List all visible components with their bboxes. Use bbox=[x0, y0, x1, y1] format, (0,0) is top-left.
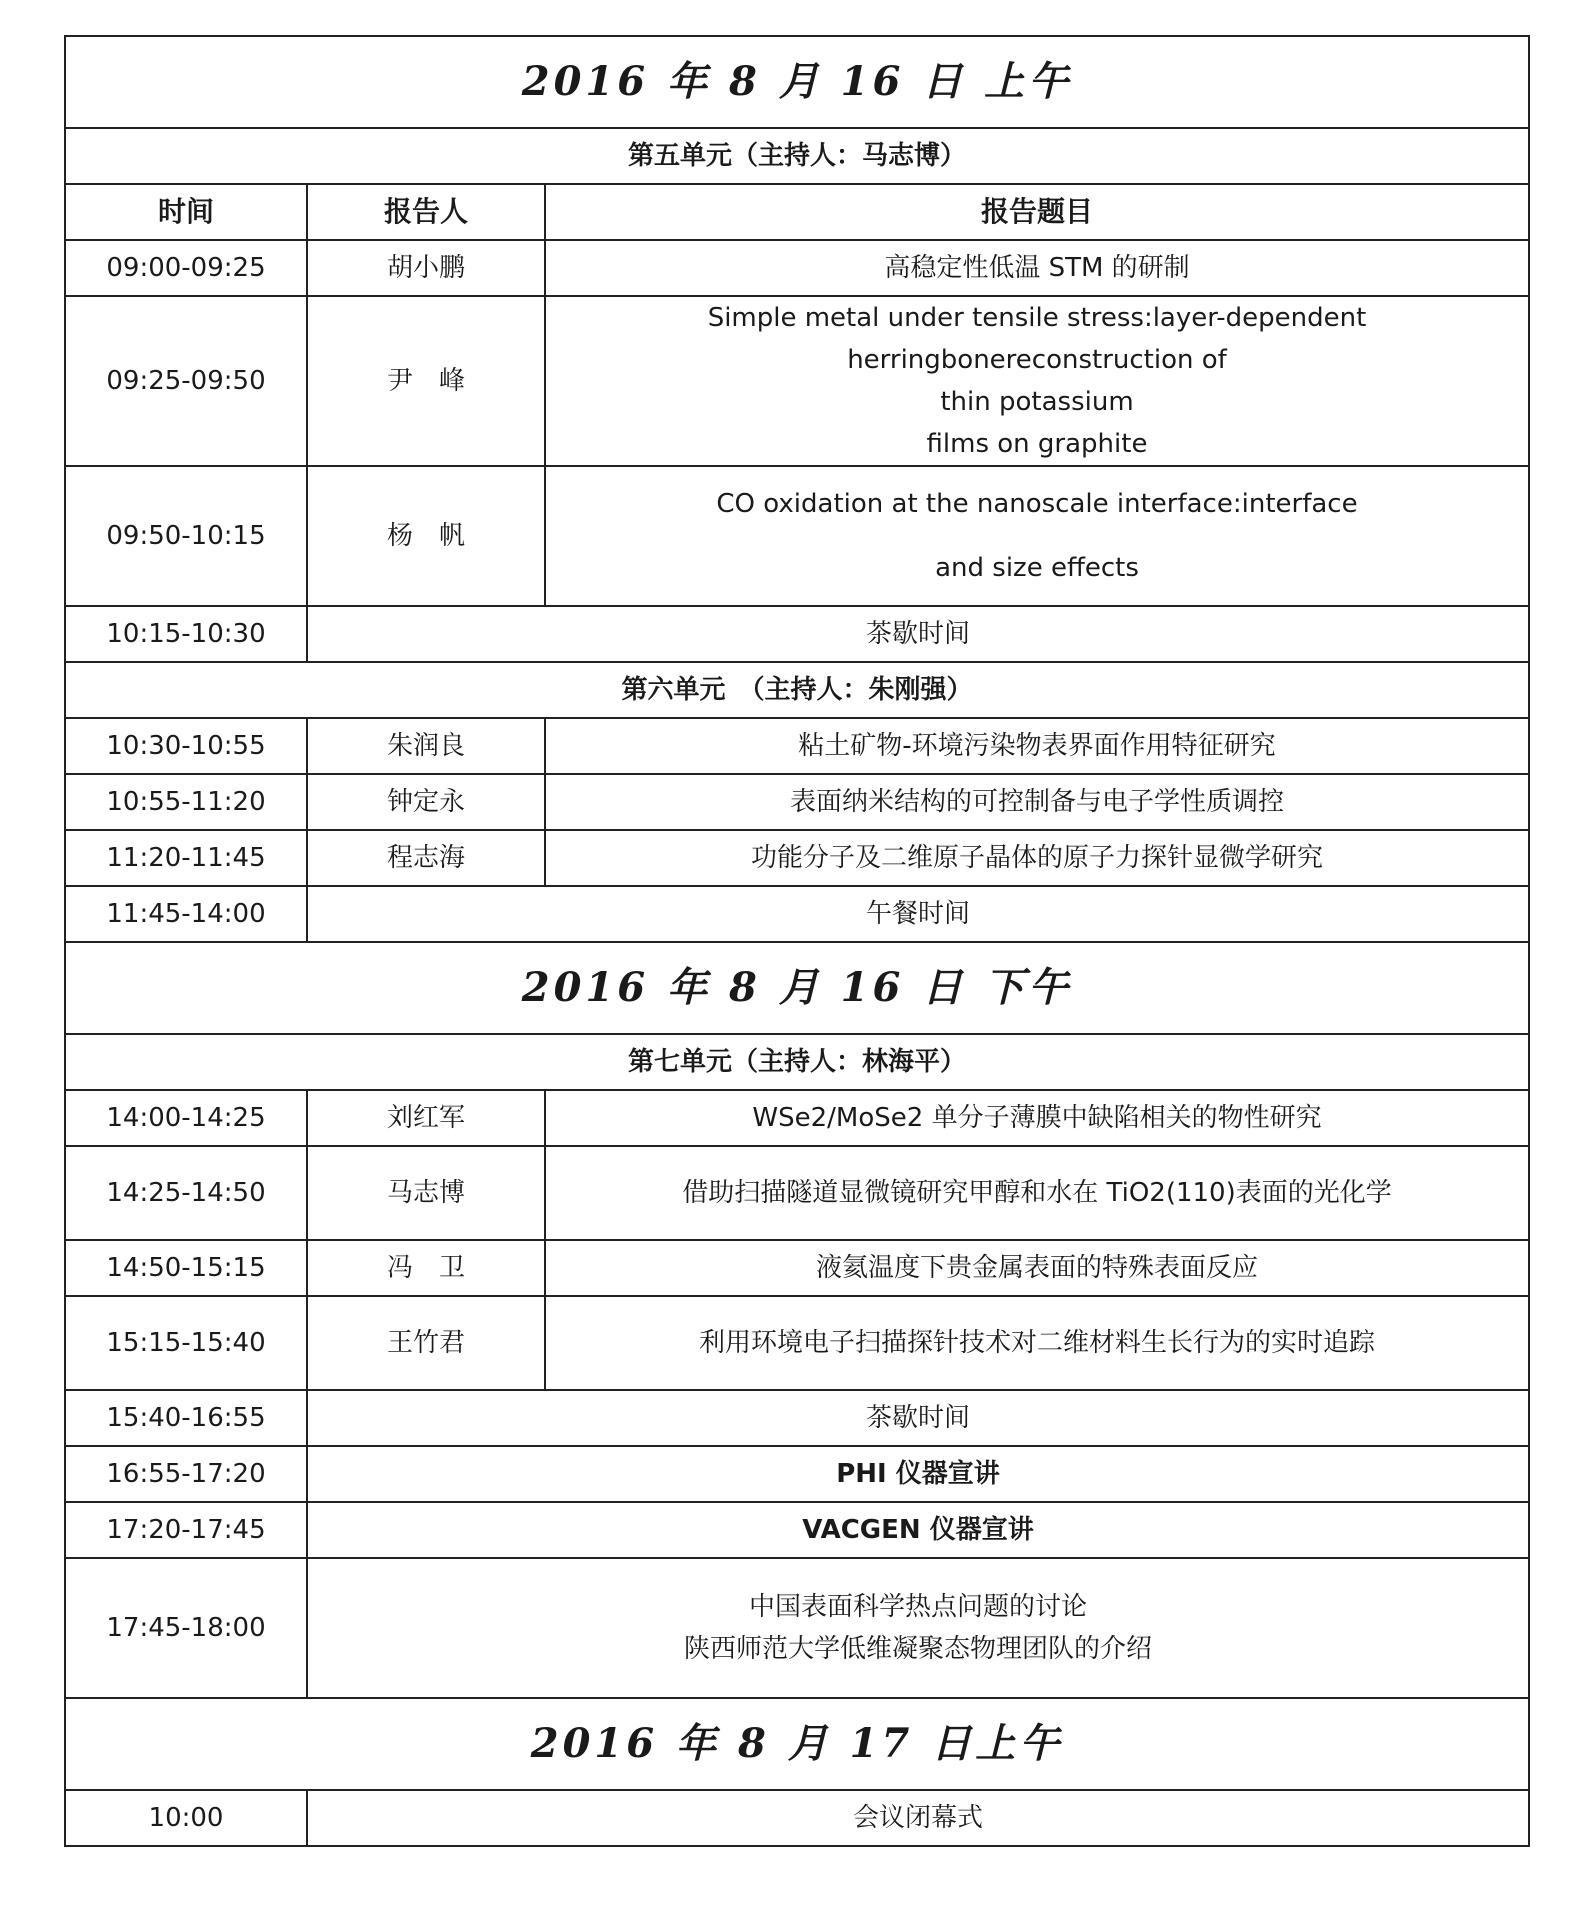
time-cell: 09:50-10:15 bbox=[65, 466, 307, 606]
time-cell: 14:25-14:50 bbox=[65, 1146, 307, 1240]
table-row bbox=[65, 296, 1529, 466]
table-row bbox=[65, 774, 1529, 830]
break-label: 茶歇时间 bbox=[307, 606, 1529, 662]
title-line: films on graphite bbox=[926, 429, 1148, 459]
speaker-cell: 钟定永 bbox=[307, 774, 545, 830]
table-row bbox=[65, 1090, 1529, 1146]
time-cell: 10:15-10:30 bbox=[65, 606, 307, 662]
time-cell: 16:55-17:20 bbox=[65, 1446, 307, 1502]
vendor-talk-label: PHI 仪器宣讲 bbox=[307, 1446, 1529, 1502]
title-cell bbox=[545, 296, 1529, 466]
speaker-cell: 王竹君 bbox=[307, 1296, 545, 1390]
discussion-line: 陕西师范大学低维凝聚态物理团队的介绍 bbox=[683, 1634, 1152, 1664]
title-line: CO oxidation at the nanoscale interface:interface bbox=[716, 489, 1358, 519]
day-heading: 2016 年 8 月 16 日 上午 bbox=[65, 36, 1529, 128]
title-line: Simple metal under tensile stress:layer-dependent herringbonereconstruction of bbox=[707, 303, 1367, 375]
speaker-cell: 冯 卫 bbox=[307, 1240, 545, 1296]
table-row bbox=[65, 1240, 1529, 1296]
time-cell: 09:25-09:50 bbox=[65, 296, 307, 466]
time-cell: 17:45-18:00 bbox=[65, 1558, 307, 1698]
break-label: 茶歇时间 bbox=[307, 1390, 1529, 1446]
title-cell: 液氦温度下贵金属表面的特殊表面反应 bbox=[545, 1240, 1529, 1296]
lunch-label: 午餐时间 bbox=[307, 886, 1529, 942]
table-row bbox=[65, 1296, 1529, 1390]
speaker-cell: 胡小鹏 bbox=[307, 240, 545, 296]
discussion-line: 中国表面科学热点问题的讨论 bbox=[748, 1592, 1087, 1622]
speaker-cell: 杨 帆 bbox=[307, 466, 545, 606]
schedule-table bbox=[64, 35, 1530, 1847]
discussion-cell bbox=[307, 1558, 1529, 1698]
speaker-cell: 程志海 bbox=[307, 830, 545, 886]
break-row bbox=[65, 1390, 1529, 1446]
title-line: and size effects bbox=[935, 553, 1139, 583]
discussion-row bbox=[65, 1558, 1529, 1698]
table-row bbox=[65, 240, 1529, 296]
time-cell: 14:00-14:25 bbox=[65, 1090, 307, 1146]
table-row bbox=[65, 718, 1529, 774]
title-cell: 利用环境电子扫描探针技术对二维材料生长行为的实时追踪 bbox=[545, 1296, 1529, 1390]
closing-row bbox=[65, 1790, 1529, 1846]
column-headers bbox=[65, 184, 1529, 240]
unit-heading: 第六单元 （主持人：朱刚强） bbox=[65, 662, 1529, 718]
table-row bbox=[65, 1146, 1529, 1240]
time-cell: 11:20-11:45 bbox=[65, 830, 307, 886]
vendor-row bbox=[65, 1502, 1529, 1558]
time-cell: 09:00-09:25 bbox=[65, 240, 307, 296]
speaker-cell: 刘红军 bbox=[307, 1090, 545, 1146]
day-heading: 2016 年 8 月 17 日上午 bbox=[65, 1698, 1529, 1790]
header-title: 报告题目 bbox=[545, 184, 1529, 240]
time-cell: 10:30-10:55 bbox=[65, 718, 307, 774]
table-row bbox=[65, 466, 1529, 606]
speaker-cell: 朱润良 bbox=[307, 718, 545, 774]
header-time: 时间 bbox=[65, 184, 307, 240]
title-cell: 借助扫描隧道显微镜研究甲醇和水在 TiO2(110)表面的光化学 bbox=[545, 1146, 1529, 1240]
time-cell: 11:45-14:00 bbox=[65, 886, 307, 942]
break-row bbox=[65, 606, 1529, 662]
time-cell: 14:50-15:15 bbox=[65, 1240, 307, 1296]
header-speaker: 报告人 bbox=[307, 184, 545, 240]
title-cell: WSe2/MoSe2 单分子薄膜中缺陷相关的物性研究 bbox=[545, 1090, 1529, 1146]
time-cell: 10:00 bbox=[65, 1790, 307, 1846]
time-cell: 10:55-11:20 bbox=[65, 774, 307, 830]
speaker-cell bbox=[307, 296, 545, 466]
unit-heading: 第七单元（主持人：林海平） bbox=[65, 1034, 1529, 1090]
time-cell: 15:40-16:55 bbox=[65, 1390, 307, 1446]
vendor-row bbox=[65, 1446, 1529, 1502]
time-cell: 15:15-15:40 bbox=[65, 1296, 307, 1390]
vendor-talk-label: VACGEN 仪器宣讲 bbox=[307, 1502, 1529, 1558]
closing-label: 会议闭幕式 bbox=[307, 1790, 1529, 1846]
day-heading: 2016 年 8 月 16 日 下午 bbox=[65, 942, 1529, 1034]
speaker-cell: 马志博 bbox=[307, 1146, 545, 1240]
title-cell bbox=[545, 466, 1529, 606]
time-cell: 17:20-17:45 bbox=[65, 1502, 307, 1558]
break-row bbox=[65, 886, 1529, 942]
title-cell: 粘土矿物-环境污染物表界面作用特征研究 bbox=[545, 718, 1529, 774]
title-line: thin potassium bbox=[940, 387, 1134, 417]
table-row bbox=[65, 830, 1529, 886]
title-cell: 表面纳米结构的可控制备与电子学性质调控 bbox=[545, 774, 1529, 830]
title-cell: 高稳定性低温 STM 的研制 bbox=[545, 240, 1529, 296]
title-cell: 功能分子及二维原子晶体的原子力探针显微学研究 bbox=[545, 830, 1529, 886]
unit-heading: 第五单元（主持人：马志博） bbox=[65, 128, 1529, 184]
speaker-name: 尹 峰 bbox=[386, 366, 465, 396]
